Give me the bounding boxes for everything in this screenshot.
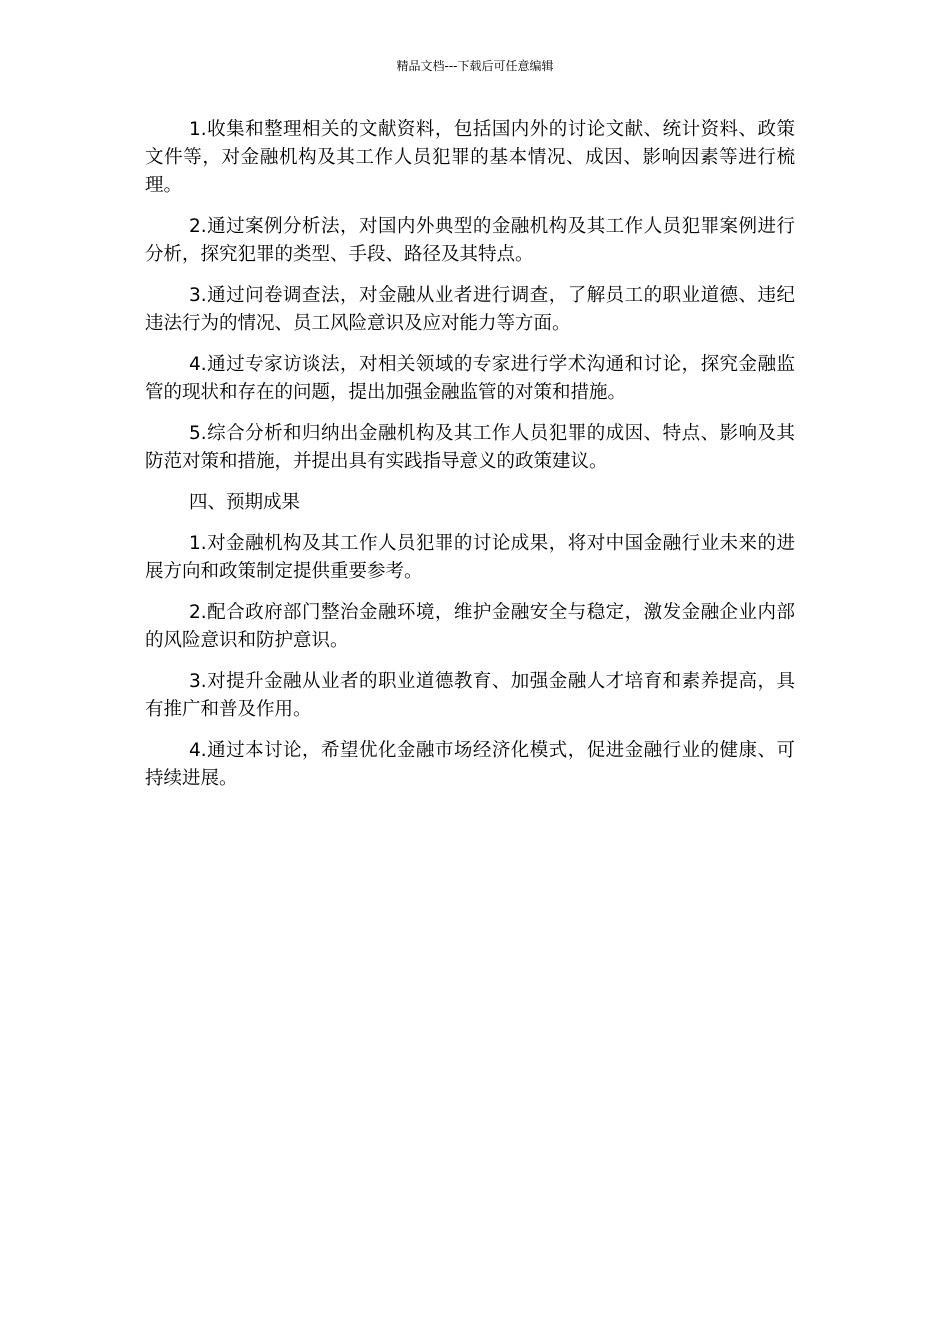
section-heading-expected-results: 四、预期成果	[189, 492, 301, 513]
method-item-5: 5.综合分析和归纳出金融机构及其工作人员犯罪的成因、特点、影响及其防范对策和措施，并提出具有实践指导意义的政策建议。	[145, 423, 795, 472]
method-item-4: 4.通过专家访谈法，对相关领域的专家进行学术沟通和讨论，探究金融监管的现状和存在的问题，提出加强金融监管的对策和措施。	[145, 354, 795, 403]
method-item-1: 1.收集和整理相关的文献资料，包括国内外的讨论文献、统计资料、政策文件等，对金融机构及其工作人员犯罪的基本情况、成因、影响因素等进行梳理。	[145, 119, 795, 196]
method-item-2: 2.通过案例分析法，对国内外典型的金融机构及其工作人员犯罪案例进行分析，探究犯罪的类型、手段、路径及其特点。	[145, 216, 795, 265]
result-item-4: 4.通过本讨论，希望优化金融市场经济化模式，促进金融行业的健康、可持续进展。	[145, 740, 795, 789]
result-item-1: 1.对金融机构及其工作人员犯罪的讨论成果，将对中国金融行业未来的进展方向和政策制定提供重要参考。	[145, 533, 795, 582]
method-item-3: 3.通过问卷调查法，对金融从业者进行调查，了解员工的职业道德、违纪违法行为的情况、员工风险意识及应对能力等方面。	[145, 285, 795, 334]
page-header: 精品文档---下载后可任意编辑	[396, 59, 554, 73]
document-body	[145, 116, 795, 806]
result-item-3: 3.对提升金融从业者的职业道德教育、加强金融人才培育和素养提高，具有推广和普及作用。	[145, 671, 795, 720]
result-item-2: 2.配合政府部门整治金融环境，维护金融安全与稳定，激发金融企业内部的风险意识和防护意识。	[145, 602, 795, 651]
